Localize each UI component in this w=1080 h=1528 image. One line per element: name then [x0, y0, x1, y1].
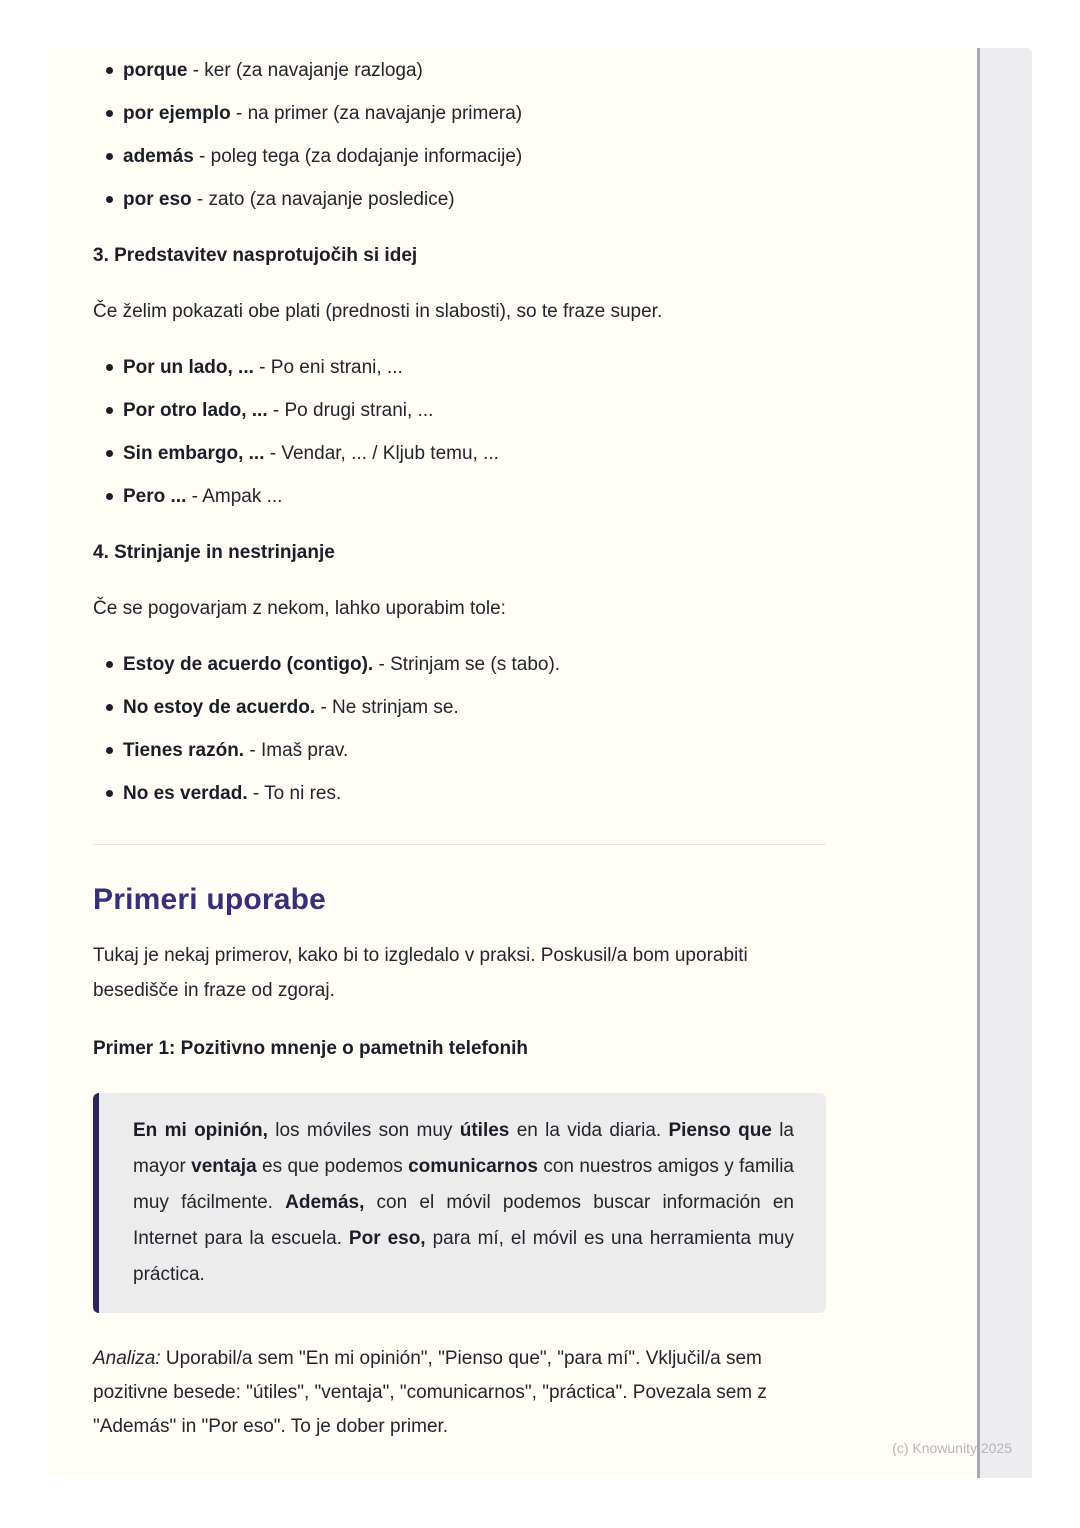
vocab-translation: - Imaš prav. [244, 740, 349, 761]
vocab-translation: - Vendar, ... / Kljub temu, ... [264, 443, 499, 464]
section-3-heading: 3. Predstavitev nasprotujočih si idej [93, 245, 418, 266]
document-page [50, 48, 975, 1475]
quote-segment: con el móvil podemos buscar información en Internet para la escuela. [133, 1192, 794, 1249]
quote-segment: útiles [459, 1120, 510, 1141]
vocab-translation: - poleg tega (za dodajanje informacije) [193, 146, 523, 167]
vocab-term: No es verdad. [123, 783, 248, 804]
vocab-term: Estoy de acuerdo (contigo). [123, 654, 374, 675]
vocab-item [93, 781, 826, 806]
quote-segment: ventaja [191, 1156, 257, 1177]
analysis-text: Uporabil/a sem "En mi opinión", "Pienso que", "para mí". Vključil/a sem pozitivne besede: "útiles", "ventaja", "comunicarnos", "práctica". Povezala sem z "Además" in "Por eso". To je dober primer. [93, 1348, 767, 1437]
quote-segment: En mi opinión, [133, 1120, 268, 1141]
right-page-gutter [977, 48, 1032, 1478]
quote-segment: Además, [285, 1192, 365, 1213]
quote-segment: los móviles son muy [267, 1120, 460, 1141]
quote-segment: Pienso que [668, 1120, 772, 1141]
vocab-term: Tienes razón. [123, 740, 245, 761]
section-4-intro: Če se pogovarjam z nekom, lahko uporabim tole: [93, 598, 506, 619]
vocab-translation: - ker (za navajanje razloga) [187, 60, 423, 81]
watermark: (c) Knowunity 2025 [892, 1440, 1012, 1456]
quote-segment: en la vida diaria. [509, 1120, 669, 1141]
vocab-translation: - Ne strinjam se. [315, 697, 459, 718]
vocab-term: Por otro lado, ... [123, 400, 268, 421]
vocab-item [93, 484, 826, 509]
vocab-term: Sin embargo, ... [123, 443, 265, 464]
vocab-translation: - Po eni strani, ... [253, 357, 403, 378]
quote-segment: comunicarnos [408, 1156, 538, 1177]
vocab-term: además [123, 146, 194, 167]
vocab-translation: - na primer (za navajanje primera) [230, 103, 523, 124]
section-3-intro: Če želim pokazati obe plati (prednosti in slabosti), so te fraze super. [93, 301, 663, 322]
vocab-translation: - Strinjam se (s tabo). [373, 654, 561, 675]
connectors-list [93, 58, 826, 212]
vocab-translation: - Ampak ... [186, 486, 283, 507]
vocab-item [93, 695, 826, 720]
vocab-item [93, 101, 826, 126]
vocab-term: por ejemplo [123, 103, 231, 124]
examples-intro: Tukaj je nekaj primerov, kako bi to izgledalo v praksi. Poskusil/a bom uporabiti besedišče in fraze od zgoraj. [93, 945, 748, 1001]
vocab-term: porque [123, 60, 188, 81]
vocab-translation: - Po drugi strani, ... [267, 400, 434, 421]
vocab-translation: - To ni res. [247, 783, 342, 804]
vocab-item [93, 738, 826, 763]
section-4-list [93, 652, 826, 806]
section-4-heading: 4. Strinjanje in nestrinjanje [93, 542, 335, 563]
analysis-label: Analiza: [93, 1348, 161, 1369]
quote-segment: es que podemos [256, 1156, 409, 1177]
section-3-list [93, 355, 826, 509]
example-1-heading: Primer 1: Pozitivno mnenje o pametnih telefonih [93, 1038, 528, 1059]
vocab-term: Por un lado, ... [123, 357, 254, 378]
vocab-term: Pero ... [123, 486, 187, 507]
vocab-item [93, 144, 826, 169]
vocab-term: No estoy de acuerdo. [123, 697, 316, 718]
analysis-paragraph [93, 1342, 826, 1444]
quote-segment: para mí, el móvil es una herramienta muy práctica. [133, 1228, 794, 1285]
quote-segment: con nuestros amigos y familia muy fácilmente. [133, 1156, 794, 1213]
vocab-item [93, 652, 826, 677]
vocab-item [93, 187, 826, 212]
vocab-item [93, 441, 826, 466]
example-quote-text [133, 1113, 794, 1293]
quote-segment: Por eso, [348, 1228, 426, 1249]
example-quote-block [93, 1093, 826, 1313]
vocab-term: por eso [123, 189, 192, 210]
vocab-item [93, 58, 826, 83]
vocab-item [93, 355, 826, 380]
vocab-translation: - zato (za navajanje posledice) [191, 189, 455, 210]
section-divider [93, 844, 826, 845]
vocab-item [93, 398, 826, 423]
quote-segment: la mayor [133, 1120, 794, 1177]
examples-title: Primeri uporabe [93, 883, 327, 916]
